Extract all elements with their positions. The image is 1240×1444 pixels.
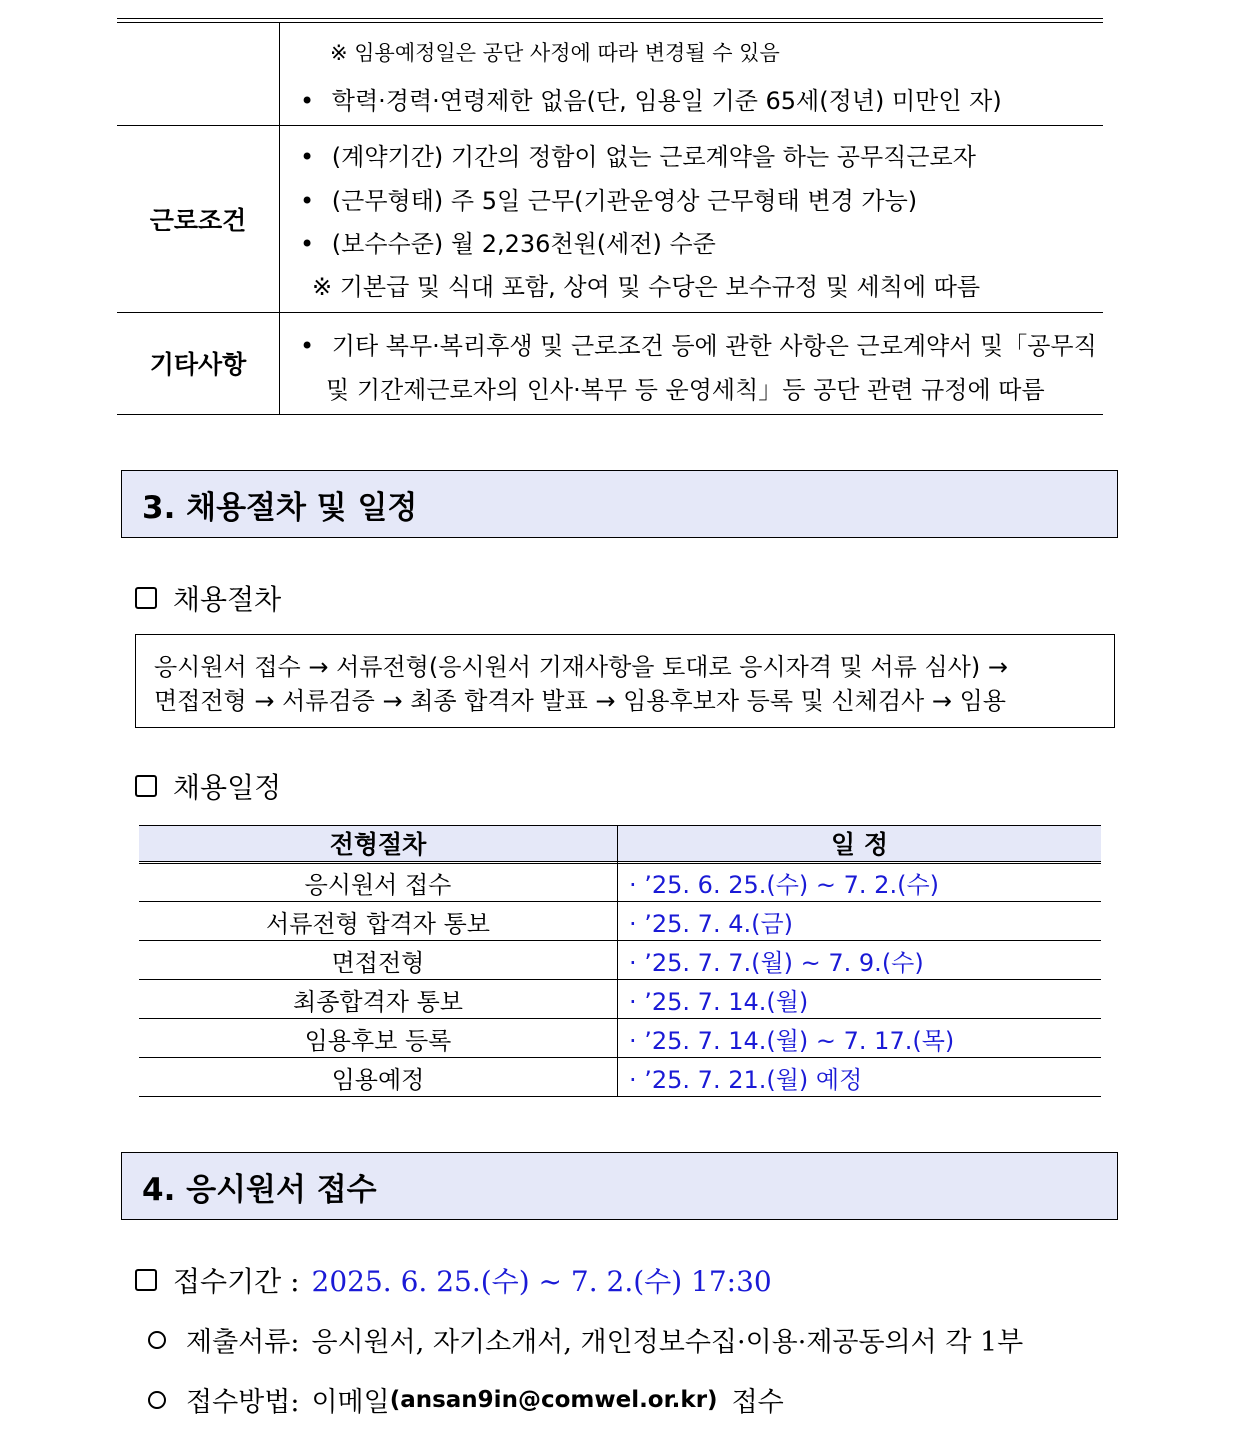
section-title-4: 4. 응시원서 접수: [121, 1152, 1118, 1220]
pay-note: ※ 기본급 및 식대 포함, 상여 및 수당은 보수규정 및 세칙에 따름: [312, 273, 981, 301]
period-label: 접수기간 :: [173, 1265, 300, 1298]
email-address: (ansan9in@comwel.or.kr): [389, 1386, 718, 1413]
schedule-change-note: ※ 임용예정일은 공단 사정에 따라 변경될 수 있음: [330, 41, 780, 65]
table-top-rule: [117, 18, 1103, 19]
table-row-etc: [117, 312, 1103, 415]
circle-bullet-icon: [148, 1331, 166, 1349]
method-suffix: 접수: [731, 1387, 784, 1418]
documents-value: 응시원서, 자기소개서, 개인정보수집·이용·제공동의서 각 1부: [311, 1327, 1024, 1358]
checkbox-square-icon: [135, 1269, 157, 1291]
list-item: • (근무형태) 주 5일 근무(기관운영상 근무형태 변경 가능): [300, 187, 918, 215]
period-value: 2025. 6. 25.(수) ~ 7. 2.(수) 17:30: [311, 1265, 772, 1298]
table-row: 서류전형 합격자 통보 · ’25. 7. 4.(금): [139, 903, 1101, 941]
column-header-date: 일 정: [830, 830, 888, 859]
schedule-heading: 채용일정: [135, 766, 281, 806]
period-line: [135, 1260, 772, 1300]
procedure-line-2: 면접전형 → 서류검증 → 최종 합격자 발표 → 임용후보자 등록 및 신체검사 → 임용: [154, 687, 1006, 715]
table-row: 임용예정 · ’25. 7. 21.(월) 예정: [139, 1059, 1101, 1097]
bullet: •: [300, 87, 315, 115]
checkbox-square-icon: [135, 587, 157, 609]
section-title-3: 3. 채용절차 및 일정: [121, 470, 1118, 538]
method-line: [148, 1380, 784, 1419]
list-item: • 기타 복무·복리후생 및 근로조건 등에 관한 사항은 근로계약서 및「공무직: [300, 332, 1097, 360]
row-heading-empty: [117, 23, 280, 125]
table-row-work-conditions: [117, 125, 1103, 313]
row-heading-work: 근로조건: [117, 125, 280, 312]
procedure-heading: 채용절차: [135, 578, 281, 618]
procedure-line-1: 응시원서 접수 → 서류전형(응시원서 기재사항을 토대로 응시자격 및 서류 심사) →: [154, 653, 1008, 681]
table-row: 최종합격자 통보 · ’25. 7. 14.(월): [139, 981, 1101, 1019]
table-row: 면접전형 · ’25. 7. 7.(월) ~ 7. 9.(수): [139, 942, 1101, 980]
row-heading-etc: 기타사항: [117, 312, 280, 414]
circle-bullet-icon: [148, 1391, 166, 1409]
checkbox-square-icon: [135, 775, 157, 797]
table-row: 임용후보 등록 · ’25. 7. 14.(월) ~ 7. 17.(목): [139, 1020, 1101, 1058]
restriction-text: 학력·경력·연령제한 없음(단, 임용일 기준 65세(정년) 미만인 자): [331, 87, 1002, 115]
list-item: • (계약기간) 기간의 정함이 없는 근로계약을 하는 공무직근로자: [300, 143, 976, 171]
procedure-box: [135, 634, 1115, 728]
table-row-eligibility: [117, 23, 1103, 126]
method-label: 접수방법:: [186, 1387, 300, 1418]
method-prefix: 이메일: [311, 1387, 390, 1418]
etc-line-2: 및 기간제근로자의 인사·복무 등 운영세칙」등 공단 관련 규정에 따름: [326, 376, 1045, 404]
list-item: • (보수수준) 월 2,236천원(세전) 수준: [300, 230, 716, 258]
table-row: 응시원서 접수 · ’25. 6. 25.(수) ~ 7. 2.(수): [139, 864, 1101, 902]
documents-label: 제출서류:: [186, 1327, 300, 1358]
documents-line: [148, 1320, 1023, 1359]
column-header-step: 전형절차: [329, 830, 427, 859]
